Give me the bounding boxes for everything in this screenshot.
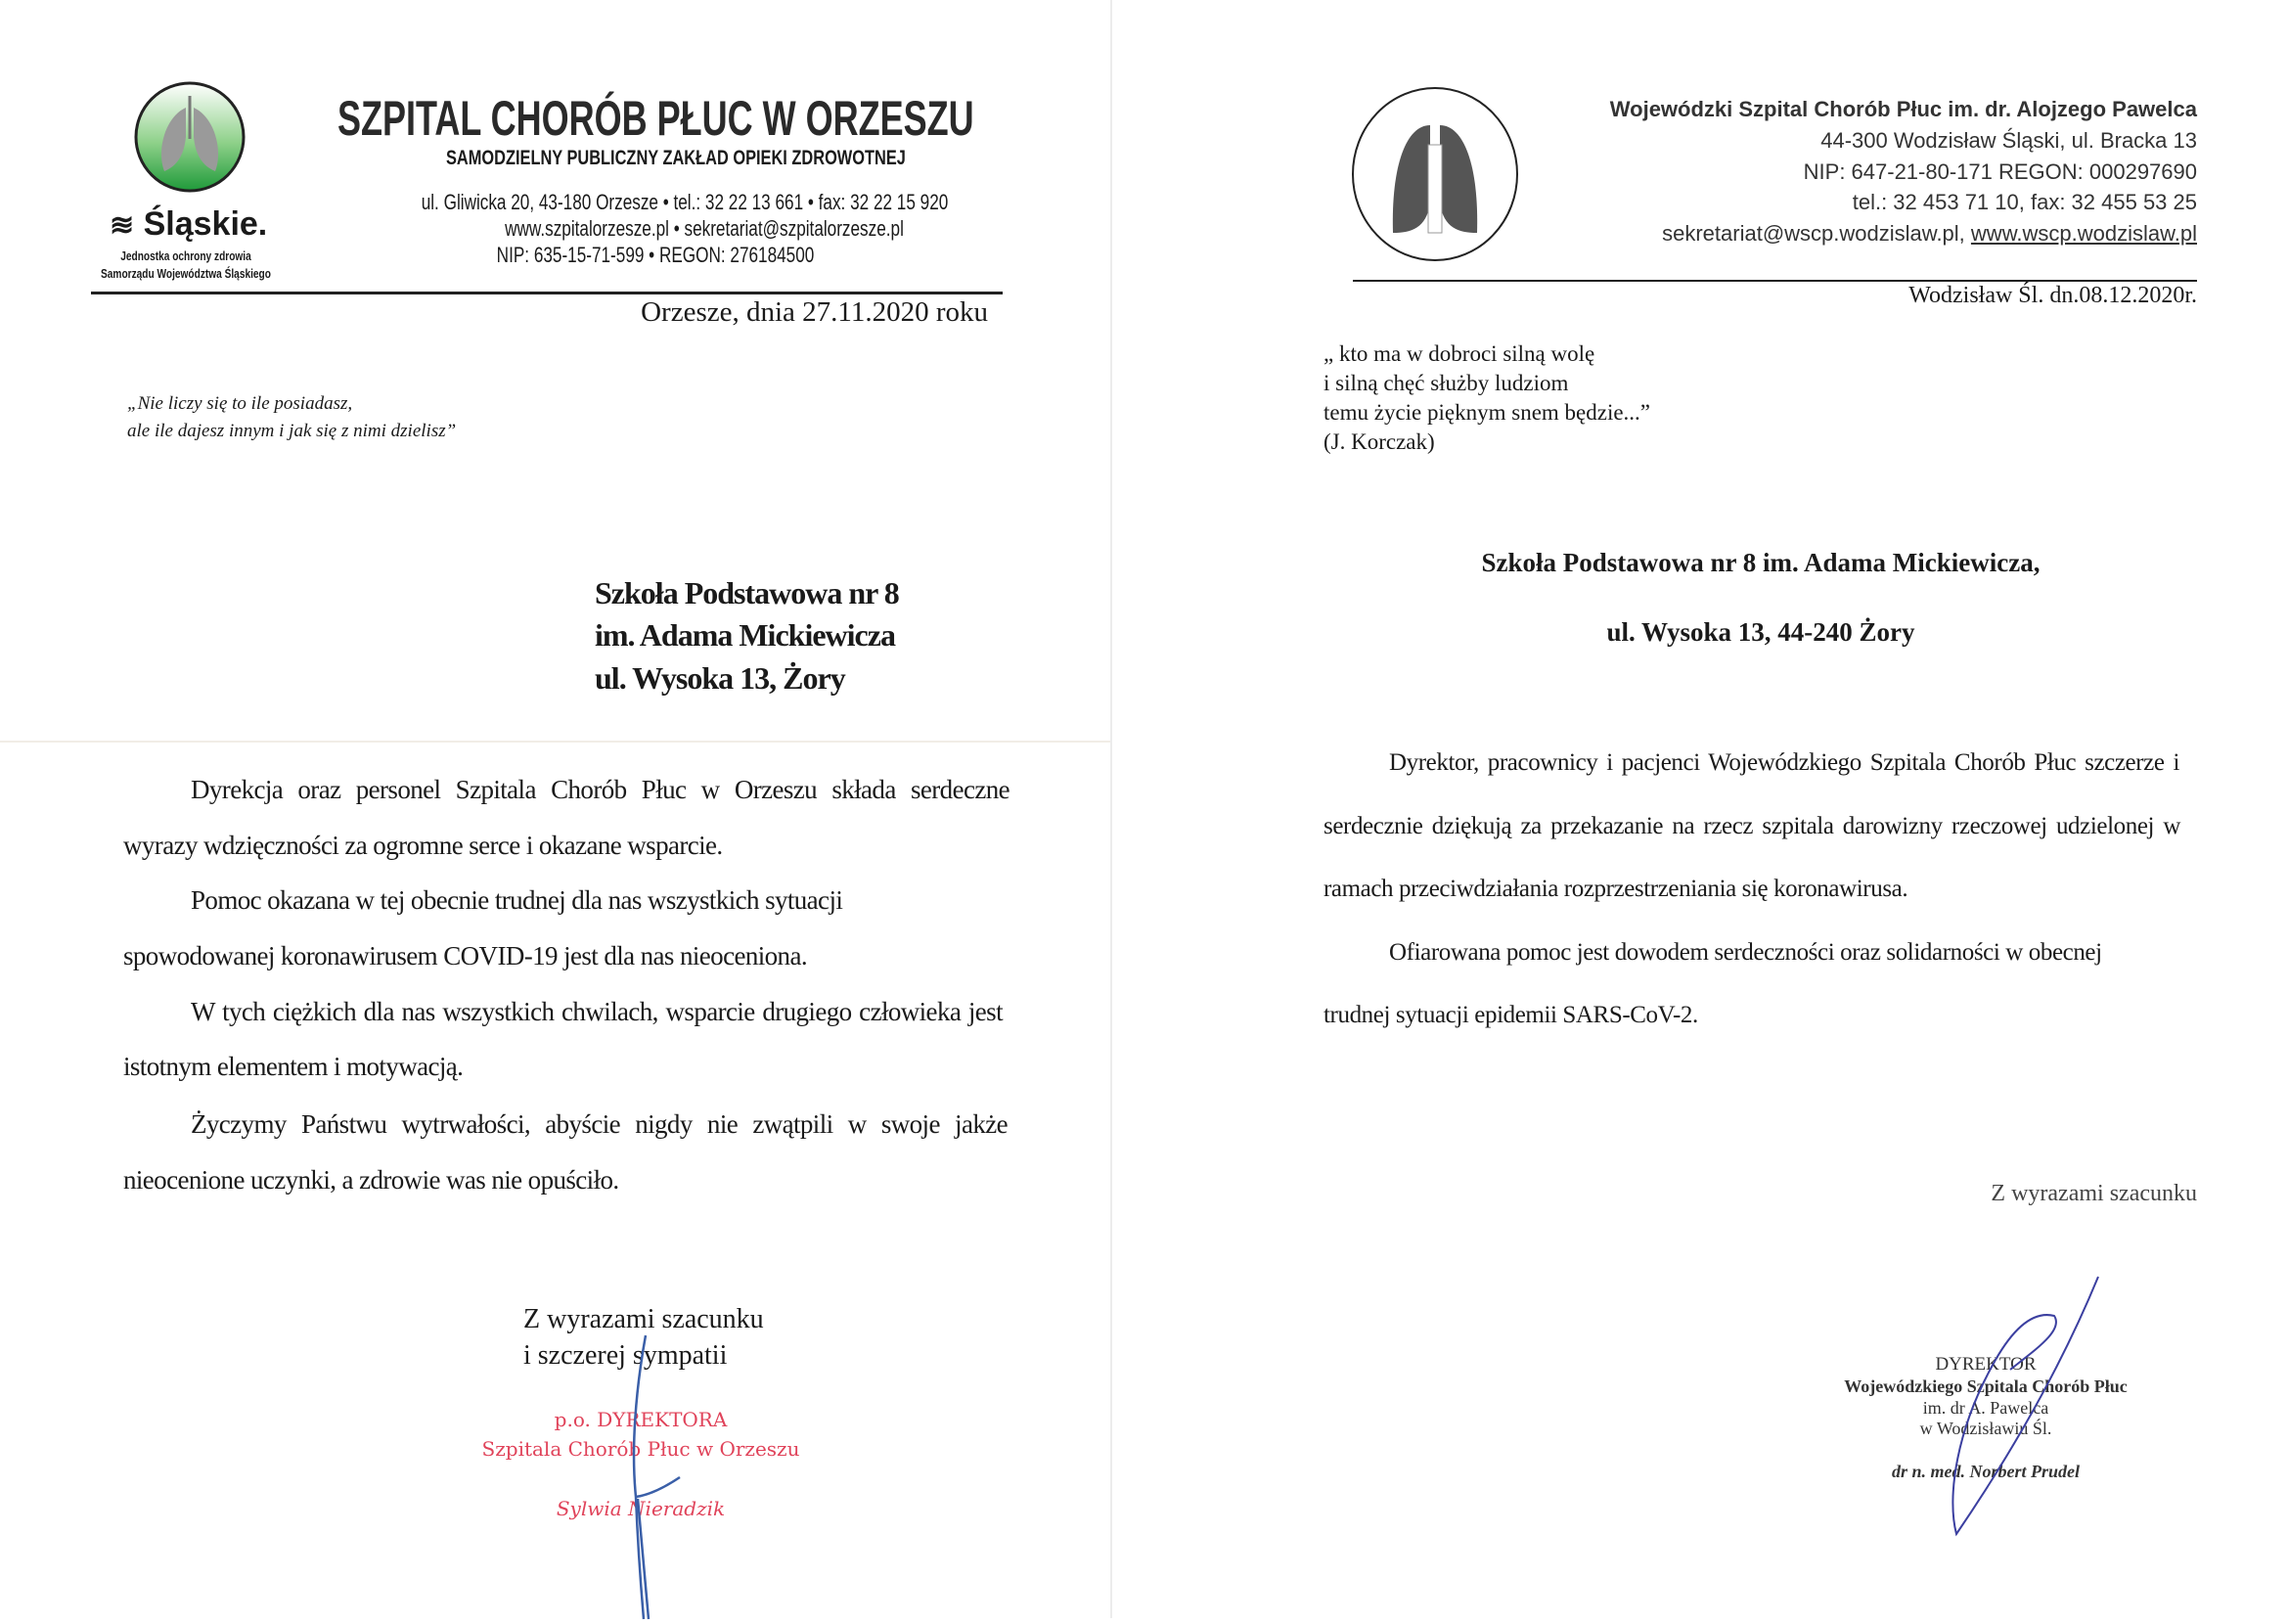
body-line: istotnym elementem i motywacją. xyxy=(123,1052,464,1081)
quote-line: temu życie pięknym snem będzie...” xyxy=(1323,400,1651,425)
body-line: wyrazy wdzięczności za ogromne serce i okazane wsparcie. xyxy=(123,831,723,860)
hospital-logo-lungs-green xyxy=(125,68,257,205)
scan-seam xyxy=(0,741,1110,743)
hospital-logo-lungs-grey xyxy=(1348,86,1524,266)
body-line: Ofiarowana pomoc jest dowodem serdeczności oraz solidarności w obecnej xyxy=(1389,939,2102,966)
recipient-line: Szkoła Podstawowa nr 8 xyxy=(595,575,899,610)
stamp-line: DYREKTOR xyxy=(1935,1354,2037,1375)
body-line: ramach przeciwdziałania rozprzestrzeniania się koronawirusa. xyxy=(1323,876,1908,902)
body-line: Dyrektor, pracownicy i pacjenci Wojewódzkiego Szpitala Chorób Płuc szczerze i xyxy=(1389,749,2179,776)
body-line: Życzymy Państwu wytrwałości, abyście nigdy nie zwątpili w swoje jakże xyxy=(191,1109,1008,1139)
letter-date: Orzesze, dnia 27.11.2020 roku xyxy=(641,296,988,328)
slaskie-waves-icon: ≋ xyxy=(110,209,135,242)
body-line: trudnej sytuacji epidemii SARS-CoV-2. xyxy=(1323,1002,1698,1028)
body-line: serdecznie dziękują za przekazanie na rzecz szpitala darowizny rzeczowej udzielonej w xyxy=(1323,813,2180,839)
handwritten-signature xyxy=(606,1331,704,1624)
logo-caption-2: Samorządu Województwa Śląskiego xyxy=(101,266,271,281)
hospital-ids: NIP: 647-21-80-171 REGON: 000297690 xyxy=(1803,159,2197,184)
hospital-subtitle: SAMODZIELNY PUBLICZNY ZAKŁAD OPIEKI ZDROWOTNEJ xyxy=(446,147,906,169)
stamp-line: w Wodzisławiu Śl. xyxy=(1919,1419,2052,1438)
hospital-contact xyxy=(1662,221,2197,247)
hospital-ids: NIP: 635-15-71-599 • REGON: 276184500 xyxy=(496,243,815,267)
body-line: spowodowanej koronawirusem COVID-19 jest dla nas nieoceniona. xyxy=(123,941,807,970)
stamp-line: Sylwia Nieradzik xyxy=(556,1497,726,1520)
hospital-title: SZPITAL CHORÓB PŁUC W ORZESZU xyxy=(337,91,974,146)
quote-line: i silną chęć służby ludziom xyxy=(1323,371,1569,395)
header-rule xyxy=(1353,280,2197,282)
slaskie-brand: ≋ Śląskie. xyxy=(110,205,268,243)
logo-caption-1: Jednostka ochrony zdrowia xyxy=(120,248,251,263)
closing-line: Z wyrazami szacunku xyxy=(523,1304,764,1334)
body-line: W tych ciężkich dla nas wszystkich chwilach, wsparcie drugiego człowieka jest xyxy=(191,997,1003,1026)
quote-line: „Nie liczy się to ile posiadasz, xyxy=(127,393,353,414)
recipient-line: Szkoła Podstawowa nr 8 im. Adama Mickiewicza, xyxy=(1481,548,2041,577)
stamp-line: dr n. med. Norbert Prudel xyxy=(1891,1462,2080,1481)
body-line: Pomoc okazana w tej obecnie trudnej dla nas wszystkich sytuacji xyxy=(191,885,843,915)
quote-line: ale ile dajesz innym i jak się z nimi dzielisz” xyxy=(127,421,457,441)
stamp-line: im. dr A. Pawelca xyxy=(1922,1398,2049,1418)
closing-line: i szczerej sympatii xyxy=(523,1340,728,1371)
recipient-line: ul. Wysoka 13, Żory xyxy=(595,660,845,696)
hospital-web-email: www.szpitalorzesze.pl • sekretariat@szpitalorzesze.pl xyxy=(505,216,904,241)
page-divider xyxy=(1110,0,1112,1618)
handwritten-signature xyxy=(1917,1272,2113,1546)
stamp-line: Szpitala Chorób Płuc w Orzeszu xyxy=(481,1437,800,1461)
header-rule xyxy=(91,292,1003,294)
hospital-email[interactable]: sekretariat@wscp.wodzislaw.pl, xyxy=(1662,221,1965,246)
hospital-phone: tel.: 32 453 71 10, fax: 32 455 53 25 xyxy=(1852,190,2197,214)
stamp-line: Wojewódzkiego Szpitala Chorób Płuc xyxy=(1844,1376,2128,1396)
letter-date: Wodzisław Śl. dn.08.12.2020r. xyxy=(1908,283,2197,308)
stamp-line: p.o. DYREKTORA xyxy=(554,1408,728,1431)
hospital-name: Wojewódzki Szpital Chorób Płuc im. dr. Alojzego Pawelca xyxy=(1609,97,2197,121)
recipient-line: ul. Wysoka 13, 44-240 Żory xyxy=(1606,617,1915,647)
hospital-address: ul. Gliwicka 20, 43-180 Orzesze • tel.: 32 22 13 661 • fax: 32 22 15 920 xyxy=(421,190,949,214)
recipient-line: im. Adama Mickiewicza xyxy=(595,617,895,653)
body-line: nieocenione uczynki, a zdrowie was nie opuściło. xyxy=(123,1165,619,1195)
quote-attribution: (J. Korczak) xyxy=(1323,429,1435,454)
quote-line: „ kto ma w dobroci silną wolę xyxy=(1323,341,1595,366)
hospital-address: 44-300 Wodzisław Śląski, ul. Bracka 13 xyxy=(1820,128,2197,153)
hospital-website-link[interactable]: www.wscp.wodzislaw.pl xyxy=(1970,221,2197,246)
closing-line: Z wyrazami szacunku xyxy=(1991,1181,2197,1206)
body-line: Dyrekcja oraz personel Szpitala Chorób Płuc w Orzeszu składa serdeczne xyxy=(191,775,1009,804)
